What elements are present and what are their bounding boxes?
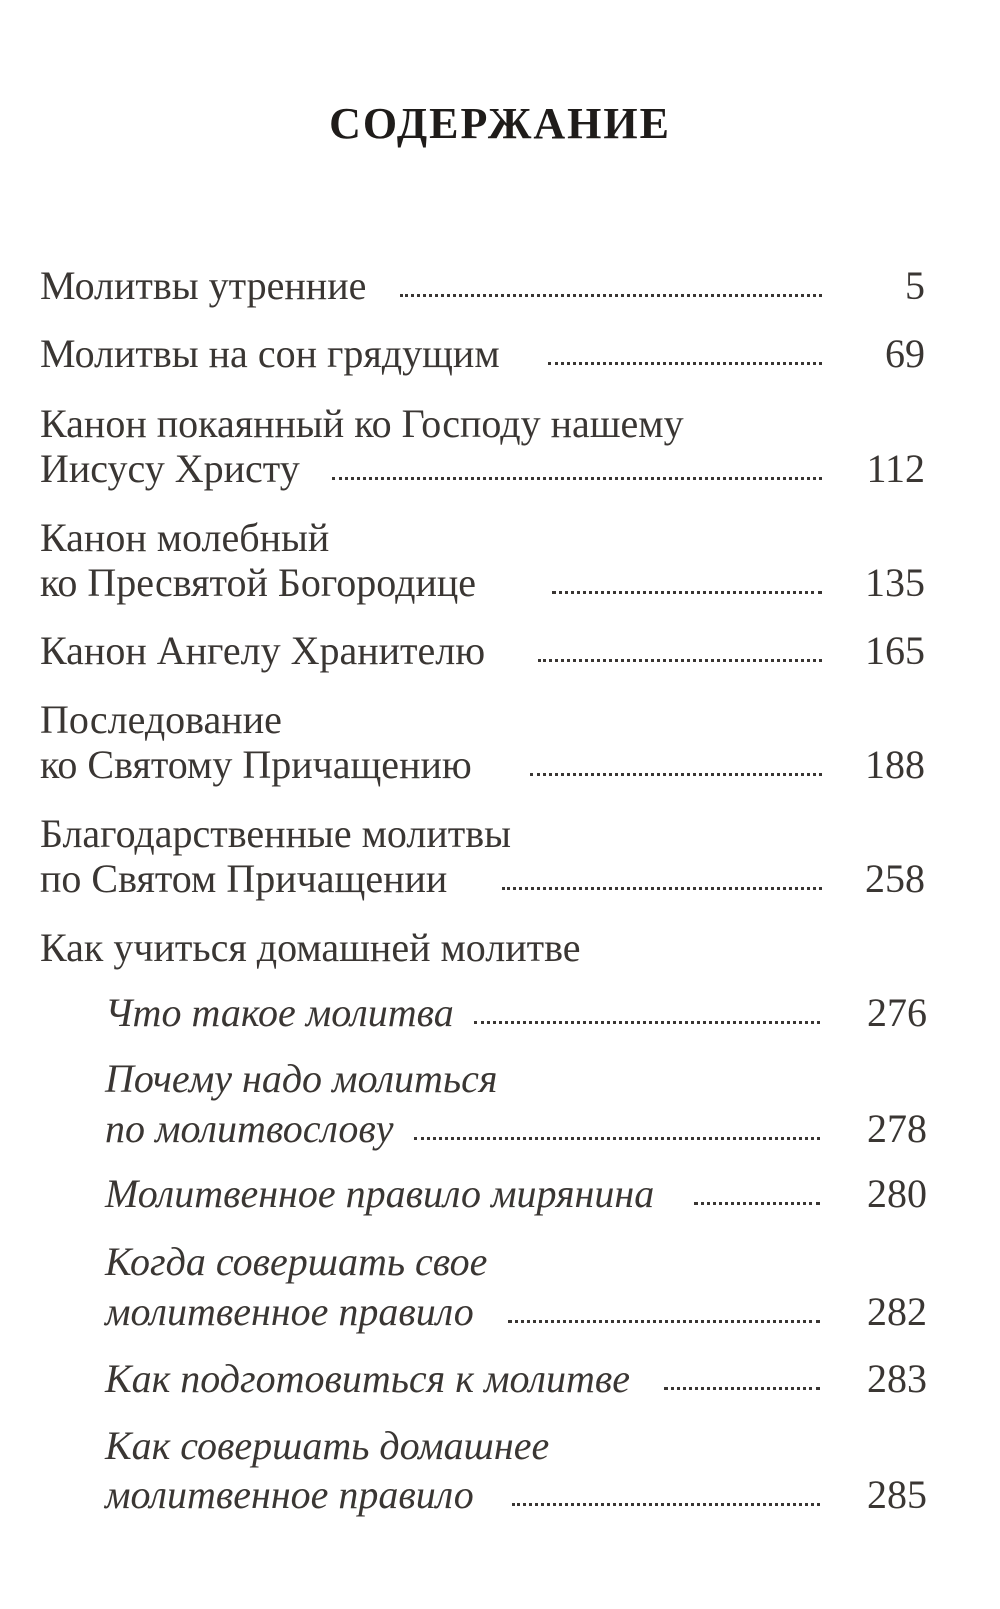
dot-leader — [414, 1137, 820, 1140]
dot-leader — [538, 659, 822, 662]
toc-entry-title: Канон Ангелу Хранителю — [40, 628, 486, 673]
toc-entry-title: ко Пресвятой Богородице — [40, 560, 477, 605]
toc-entry-title: Молитвы на сон грядущим — [40, 331, 500, 376]
toc-subentry-title: Как подготовиться к молитве — [105, 1356, 630, 1401]
toc-entry-title: Молитвы утренние — [40, 263, 367, 308]
toc-subentry-title: Когда совершать свое — [105, 1239, 488, 1284]
toc-page-number: 278 — [867, 1106, 927, 1151]
toc-subentry-title: Молитвенное правило мирянина — [105, 1171, 655, 1216]
dot-leader — [512, 1503, 820, 1506]
page-title: СОДЕРЖАНИЕ — [329, 99, 671, 148]
toc-page-number: 280 — [867, 1171, 927, 1216]
toc-page-number: 69 — [885, 331, 925, 376]
toc-page-number: 165 — [865, 628, 925, 673]
toc-entry-title: Канон молебный — [40, 515, 330, 560]
dot-leader — [508, 1320, 820, 1323]
toc-entry-title: Иисусу Христу — [40, 446, 300, 491]
toc-page-number: 258 — [865, 856, 925, 901]
dot-leader — [552, 591, 822, 594]
toc-page-number: 282 — [867, 1289, 927, 1334]
toc-page-number: 188 — [865, 742, 925, 787]
toc-entry-title: Как учиться домашней молитве — [40, 925, 581, 970]
toc-page-number: 112 — [866, 446, 925, 491]
dot-leader — [694, 1202, 820, 1205]
toc-subentry-title: Как совершать домашнее — [105, 1423, 550, 1468]
toc-page-number: 135 — [865, 560, 925, 605]
dot-leader — [664, 1387, 820, 1390]
dot-leader — [332, 477, 822, 480]
toc-subentry-title: молитвенное правило — [105, 1472, 474, 1517]
toc-page-number: 283 — [867, 1356, 927, 1401]
toc-subentry-title: Почему надо молиться — [105, 1056, 498, 1101]
toc-entry-title: по Святом Причащении — [40, 856, 448, 901]
dot-leader — [530, 773, 822, 776]
toc-subentry-title: молитвенное правило — [105, 1289, 474, 1334]
toc-subentry-title: по молитвослову — [105, 1106, 394, 1151]
toc-page-number: 276 — [867, 990, 927, 1035]
toc-subentry-title: Что такое молитва — [105, 990, 454, 1035]
toc-entry-title: ко Святому Причащению — [40, 742, 472, 787]
dot-leader — [548, 362, 822, 365]
toc-entry-title: Последование — [40, 697, 282, 742]
toc-page-number: 285 — [867, 1472, 927, 1517]
toc-entry-title: Канон покаянный ко Господу нашему — [40, 401, 684, 446]
dot-leader — [400, 294, 822, 297]
dot-leader — [474, 1021, 820, 1024]
dot-leader — [502, 887, 822, 890]
toc-page-number: 5 — [905, 263, 925, 308]
toc-entry-title: Благодарственные молитвы — [40, 811, 511, 856]
